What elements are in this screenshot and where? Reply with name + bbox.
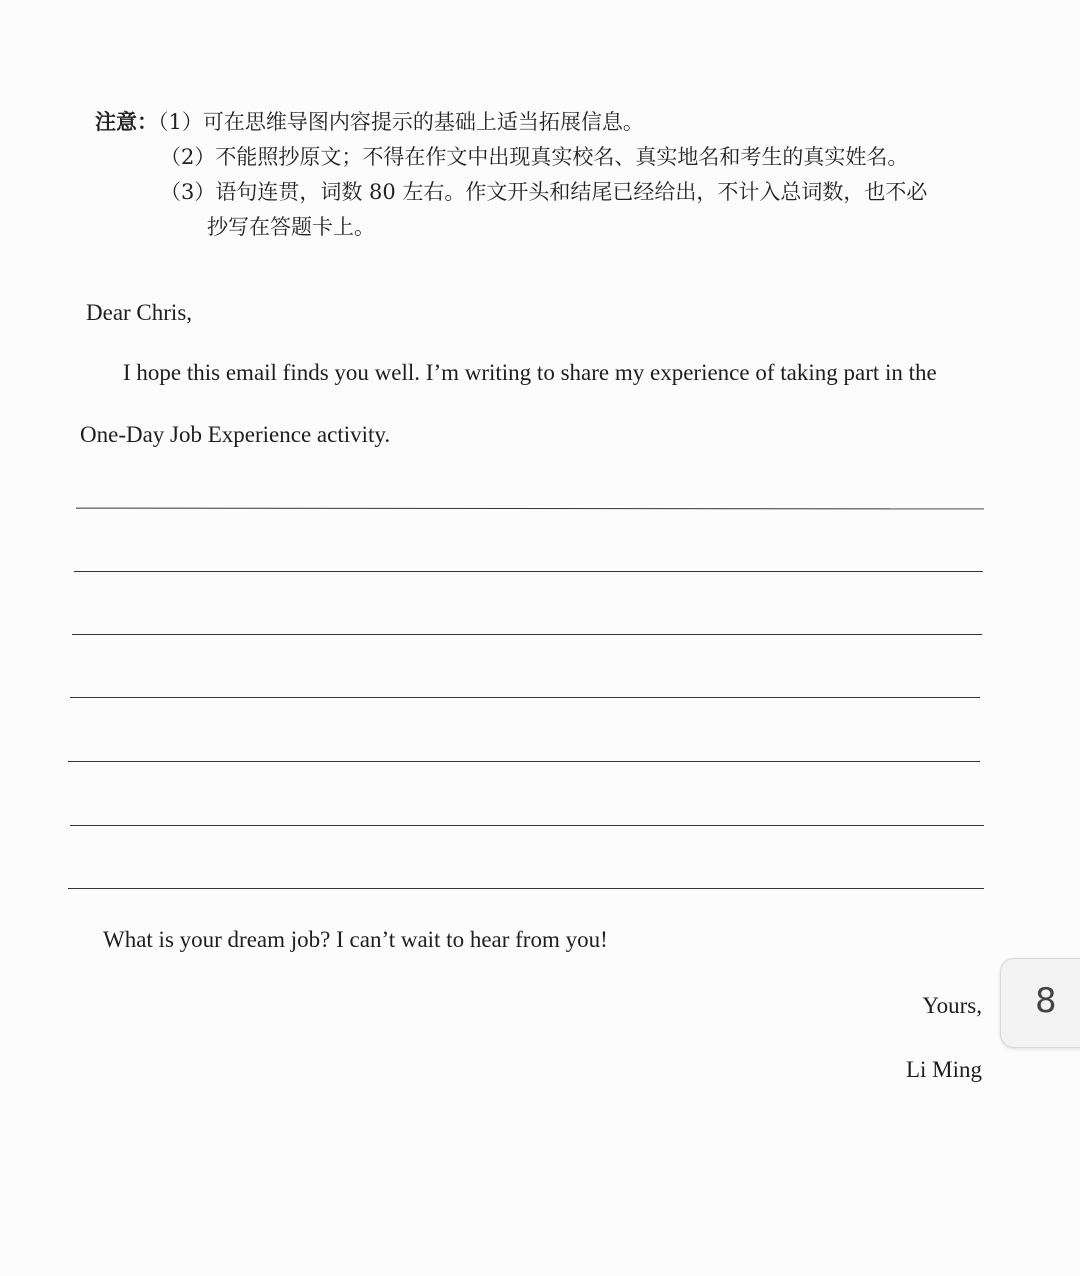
letter-opening-line-1: I hope this email finds you well. I’m writing to share my experience of taking part in the (123, 360, 937, 385)
letter-greeting: Dear Chris, (86, 300, 193, 325)
letter-signoff: Yours, (922, 993, 982, 1018)
answer-line[interactable] (72, 634, 982, 635)
instruction-item-3-continued: 抄写在答题卡上。 (207, 215, 375, 239)
answer-line[interactable] (68, 888, 984, 889)
letter-signature: Li Ming (905, 1057, 982, 1082)
answer-line[interactable] (74, 571, 983, 572)
page-number-tab[interactable] (1000, 958, 1080, 1048)
letter-opening-line-2: One-Day Job Experience activity. (80, 422, 391, 447)
answer-line[interactable] (70, 697, 980, 698)
instruction-item-2: （2）不能照抄原文；不得在作文中出现真实校名、真实地名和考生的真实姓名。 (160, 145, 909, 169)
answer-line[interactable] (76, 508, 984, 510)
instruction-item-1: （1）可在思维导图内容提示的基础上适当拓展信息。 (158, 110, 644, 134)
instructions-block (95, 105, 1015, 245)
answer-line[interactable] (70, 825, 984, 826)
page-number: 8 (1035, 981, 1057, 1021)
instructions-label: 注意： (95, 110, 158, 134)
answer-line[interactable] (68, 761, 980, 762)
instruction-row-1 (95, 105, 1015, 140)
letter-closing-question: What is your dream job? I can’t wait to hear from you! (103, 927, 608, 952)
instruction-item-3: （3）语句连贯，词数 80 左右。作文开头和结尾已经给出，不计入总词数，也不必 (160, 180, 928, 204)
